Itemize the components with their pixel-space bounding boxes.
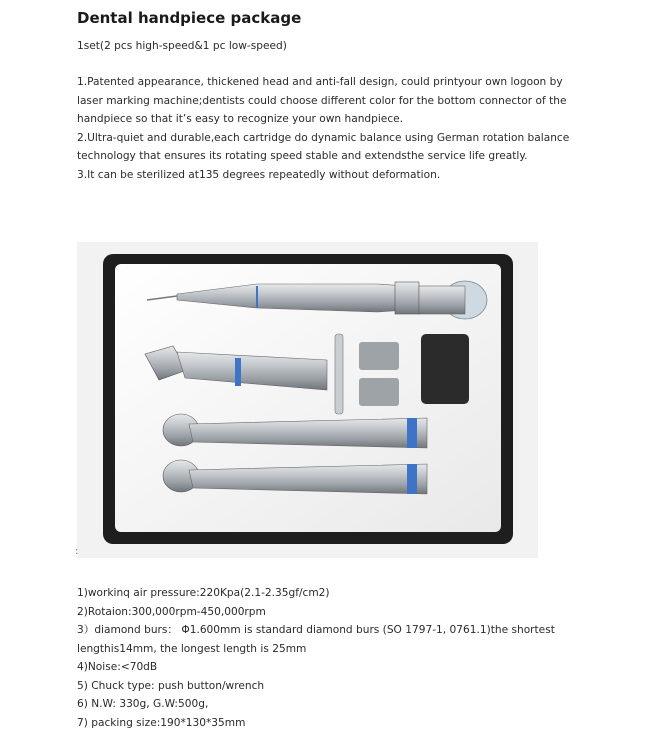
feature-line: 3.It can be sterilized at135 degrees repeatedly without deformation. [77,168,441,181]
spec-line: 6) N.W: 330g, G.W:500g, [77,698,209,710]
feature-line: laser marking machine;dentists could choose different color for the bottom connector of the [77,94,567,107]
spec-line: 2)Rotaion:300,000rpm-450,000rpm [77,605,266,618]
product-photo [77,242,538,558]
features-paragraph [77,73,570,184]
spec-line: 7) packing size:190*130*35mm [77,716,246,729]
subtitle [77,37,565,56]
feature-line: 1.Patented appearance, thickened head and anti-fall design, could printyour own logoon by [77,76,563,88]
spec-line: 5) Chuck type: push button/wrench [77,679,265,692]
feature-line: technology that ensures its rotating speed stable and extendsthe service life greatly. [77,150,528,162]
spec-line: 1)workinq air pressure:220Kpa(2.1-2.35gf/cm2) [77,587,330,599]
spec-line: 4)Noise:<70dB [77,661,158,673]
subtitle-text: 1set(2 pcs high-speed&1 pc low-speed) [77,40,287,52]
spec-line: 3）diamond burs： Φ1.600mm is standard diamond burs (SO 1797-1, 0761.1)the shortest [77,624,555,636]
spec-line: lengthis14mm, the longest length is 25mm [77,642,307,655]
handpiece-case-illustration [77,242,538,558]
feature-line: 2.Ultra-quiet and durable,each cartridge do dynamic balance using German rotation balance [77,131,570,144]
specs-list [77,584,565,732]
feature-line: handpiece so that it’s easy to recognize your own handpiece. [77,113,404,125]
page-title: Dental handpiece package [77,9,302,27]
photo-caption-mark: : [75,546,79,557]
